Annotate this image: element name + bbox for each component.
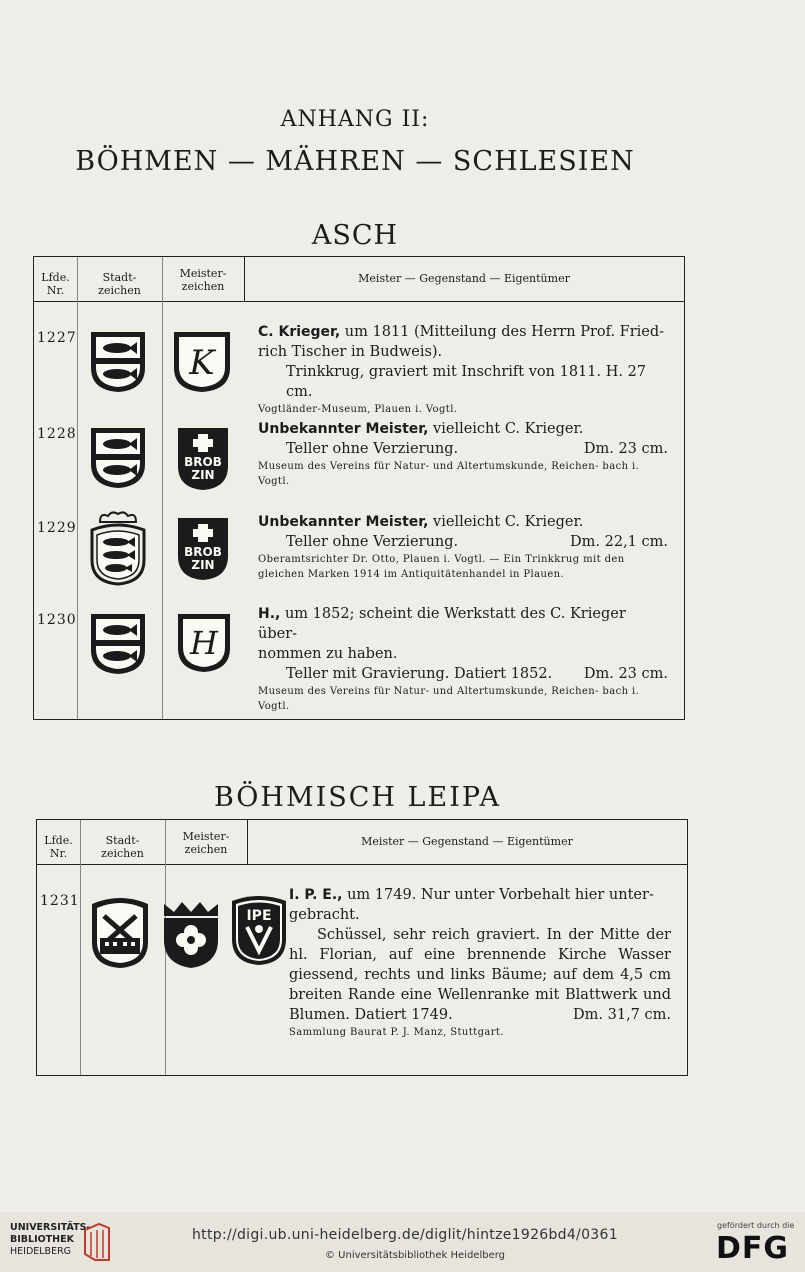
entry-1229: Unbekannter Meister, vielleicht C. Krieger. Teller ohne Verzierung. Dm. 22,1 cm. Oberamtsrichter Dr. Otto, Plauen i. Vogtl. — Ein Trinkkrug mit den gleichen Marken 1914 im Antiquitätenhandel in Plauen. — [258, 514, 668, 580]
master-mark-h-icon — [176, 612, 232, 674]
svg-text:K: K — [189, 343, 215, 383]
entry-number: 1228 — [37, 426, 77, 442]
rose-shield-icon — [158, 900, 224, 970]
appendix-heading: ANHANG II: — [280, 107, 430, 132]
col-header-lfde: Lfde. Nr. — [44, 834, 73, 860]
master-mark-k-icon — [172, 330, 232, 394]
entry-number: 1230 — [37, 612, 77, 628]
entry-1230: H., um 1852; scheint die Werkstatt des C. Krieger über- nommen zu haben. Teller mit Gravierung. Datiert 1852. Dm. 23 cm. Museum des Vereins für Natur- und Altertumskunde, Reichen- bach i. Vogtl. — [258, 606, 668, 712]
svg-text:IPE: IPE — [246, 908, 272, 924]
section-title-boehmisch-leipa: BÖHMISCH LEIPA — [213, 782, 502, 813]
regions-heading: BÖHMEN — MÄHREN — SCHLESIEN — [75, 146, 635, 177]
master-mark-brob-zin-icon — [176, 426, 230, 492]
col-header-stadt: Stadt- zeichen — [101, 834, 144, 860]
permalink-url[interactable]: http://digi.ub.uni-heidelberg.de/diglit/hintze1926bd4/0361 — [192, 1227, 618, 1243]
col-header-meister: Meister- zeichen — [179, 267, 227, 293]
col-header-lfde: Lfde. Nr. — [41, 271, 70, 297]
city-gate-shield-icon — [88, 894, 152, 970]
fish-shield-icon — [89, 612, 147, 676]
crowned-fish-shield-icon — [86, 508, 150, 586]
dfg-logo: DFG — [716, 1231, 790, 1266]
svg-text:BROB: BROB — [184, 455, 222, 469]
funded-by-label: gefördert durch die — [717, 1221, 795, 1230]
col-header-main: Meister — Gegenstand — Eigentümer — [361, 835, 573, 848]
entry-number: 1231 — [40, 893, 80, 909]
copyright-notice: © Universitätsbibliothek Heidelberg — [325, 1250, 506, 1261]
section-title-asch: ASCH — [311, 220, 399, 251]
svg-text:ZIN: ZIN — [191, 558, 215, 572]
svg-text:H: H — [190, 624, 218, 662]
entry-number: 1227 — [37, 330, 77, 346]
svg-text:BROB: BROB — [184, 545, 222, 559]
library-logo: UNIVERSITÄTS- BIBLIOTHEK HEIDELBERG — [10, 1222, 91, 1257]
entry-1227: C. Krieger, um 1811 (Mitteilung des Herrn Prof. Fried- rich Tischer in Budweis). Trinkkrug, graviert mit Inschrift von 1811. H. 27 cm. Vogtländer-Museum, Plauen i. Vogtl. — [258, 324, 665, 415]
master-mark-brob-zin-icon — [176, 516, 230, 582]
entry-number: 1229 — [37, 520, 77, 536]
fish-shield-icon — [89, 330, 147, 394]
library-emblem-icon — [83, 1222, 111, 1262]
entry-1228: Unbekannter Meister, vielleicht C. Krieger. Teller ohne Verzierung. Dm. 23 cm. Museum des Vereins für Natur- und Altertumskunde, Reichen- bach i. Vogtl. — [258, 421, 668, 487]
col-header-meister: Meister- zeichen — [182, 830, 230, 856]
col-header-main: Meister — Gegenstand — Eigentümer — [358, 272, 570, 285]
entry-1231: I. P. E., um 1749. Nur unter Vorbehalt hier unter- gebracht. Schüssel, sehr reich graviert. In der Mitte der hl. Florian, auf eine brennende Kirche Wasser giessend, rechts und links Bäume; auf dem 4,5 cm breiten Rande eine Wellenranke mit Blattwerk und Blumen. Datiert 1749. Dm. 31,7 cm. Sammlung Baurat P. J. Manz, Stuttgart. — [289, 887, 671, 1038]
fish-shield-icon — [89, 426, 147, 490]
col-header-stadt: Stadt- zeichen — [98, 271, 141, 297]
master-mark-ipe-icon — [228, 893, 290, 967]
svg-text:ZIN: ZIN — [191, 468, 215, 482]
